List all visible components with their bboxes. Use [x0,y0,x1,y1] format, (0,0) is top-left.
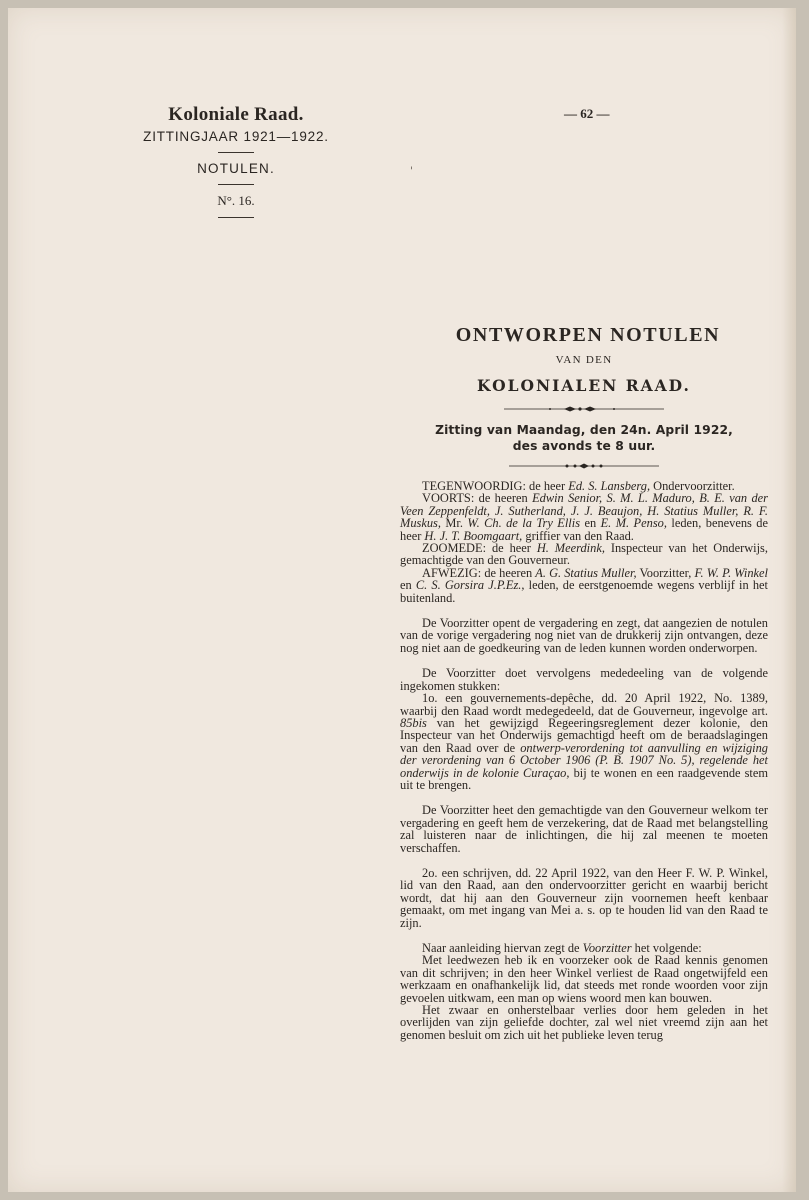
attendance-present: TEGENWOORDIG: de heer Ed. S. Lansberg, Ondervoorzitter. [422,479,735,493]
paragraph-opening: De Voorzitter opent de vergadering en zegt, dat aangezien de notulen van de vorige vergadering nog niet van de drukkerij zijn ontvangen, deze nog niet aan de goedkeuring van de leden kunnen worden onderworpen. [400,616,768,655]
page-number: — 62 — [564,106,610,121]
paragraph-chair-statement: Naar aanleiding hiervan zegt de Voorzitter het volgende: [422,941,702,955]
header-divider [218,184,254,185]
paragraph-announcement: De Voorzitter doet vervolgens mededeeling van de volgende ingekomen stukken: [400,666,768,693]
notulen-label: NOTULEN. [197,161,275,176]
document-subtitle: VAN DEN [555,354,613,366]
document-title: ONTWORPEN NOTULEN [455,324,721,346]
header-divider [218,152,254,153]
attendance-further: VOORTS: de heeren Edwin Senior, S. M. L. Maduro, B. E. van der Veen Zeppenfeldt, J. Sutherland, J. J. Beaujon, H. Statius Muller, R. F. Muskus, Mr. W. Ch. de la Try Ellis en E. M. Penso, leden, benevens de heer H. J. T. Boomgaart, griffier van den Raad. [400,491,769,543]
left-header-block [126,104,346,226]
header-divider [218,217,254,218]
ink-mark: ' [410,166,413,177]
paragraph-letter: 2o. een schrijven, dd. 22 April 1922, van den Heer F. W. P. Winkel, lid van den Raad, aan den ondervoorzitter gericht en waarbij bericht wordt, dat hij aan den Gouverneur zijn voornemen heeft kenbaar gemaakt, om met ingang van Mei a. s. op te houden lid van den Raad te zijn. [400,865,768,930]
attendance-also: ZOOMEDE: de heer H. Meerdink, Inspecteur van het Onderwijs, gemachtigde van den Gouverneur. [400,541,768,568]
sitting-line-2: des avonds te 8 uur. [512,439,656,453]
council-title: KOLONIALEN RAAD. [477,376,691,395]
attendance-absent: AFWEZIG: de heeren A. G. Statius Muller, Voorzitter, F. W. P. Winkel en C. S. Gorsira J.P.Ez., leden, de eerstgenoemde wegens verblijf in het buitenland. [400,565,768,605]
paragraph-regret: Met leedwezen heb ik en voorzeker ook de Raad kennis genomen van dit schrijven; in den heer Winkel verliest de Raad ongetwijfeld een werkzaam en onafhankelijk lid, dat steeds met ronde woorden voor zijn gevoelen uitkwam, een man op wiens woord men kan bouwen. [400,953,768,1005]
paragraph-depeche: 1o. een gouvernements-depêche, dd. 20 April 1922, No. 1389, waarbij den Raad wordt medegedeeld, dat de Gouverneur, ingevolge art. 85bis van het gewijzigd Regeeringsreglement dezer kolonie, den Inspecteur van het Onderwijs gemachtigd heeft om de beraadslagingen van den Raad over de ontwerp-verordening tot aanvulling en wijziging der verordening van 6 October 1906 (P. B. 1907 No. 5), regelende het onderwijs in de kolonie Curaçao, bij te wonen en een raadgevende stem uit te brengen. [400,691,768,792]
page-fold-shadow [782,8,796,1192]
paragraph-loss: Het zwaar en onherstelbaar verlies door hem geleden in het overlijden van zijn geliefde dochter, zal wel niet vreemd zijn aan het genomen besluit om zich uit het publieke leven terug [400,1003,768,1042]
paragraph-welcome: De Voorzitter heet den gemachtigde van den Gouverneur welkom ter vergadering en geeft hem de verzekering, dat de Raad met belangstelling zal luisteren naar de inlichtingen, die hij zal meenen te moeten verschaffen. [400,803,768,855]
minutes-column [400,324,768,1041]
session-year: ZITTINGJAAR 1921—1922. [143,129,329,144]
ornament-divider-top [504,405,664,413]
council-name: Koloniale Raad. [168,104,304,125]
minutes-number: N°. 16. [217,193,255,208]
ornament-divider-bottom [509,462,659,470]
document-page [8,8,796,1192]
sitting-date [400,422,768,454]
minutes-body [400,480,768,1041]
sitting-line-1: Zitting van Maandag, den 24n. April 1922, [435,423,733,437]
